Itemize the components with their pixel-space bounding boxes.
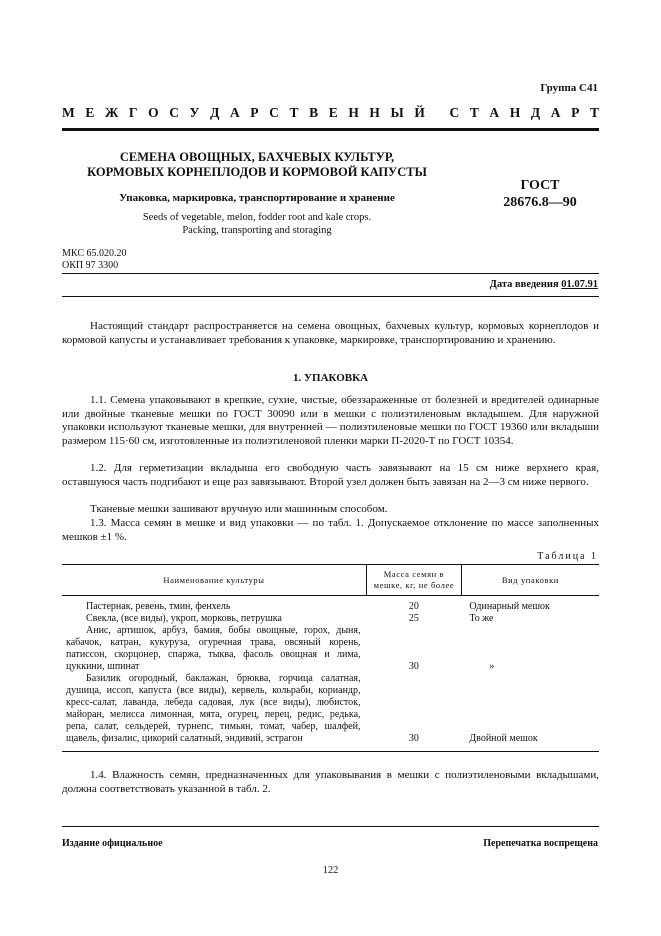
crop-name: Пастернак, ревень, тмин, фенхель xyxy=(86,601,231,612)
header-crop-name: Наименование культуры xyxy=(62,565,367,596)
packing-type-cell: Одинарный мешок xyxy=(469,601,550,612)
banner-letter: Р xyxy=(250,105,259,120)
footer-rule xyxy=(62,826,599,827)
table-caption: Таблица 1 xyxy=(537,551,598,562)
gost-number: 28676.8—90 xyxy=(503,195,577,210)
header-rule xyxy=(62,128,599,131)
banner-letter: Н xyxy=(369,105,380,120)
packing-type-cell: То же xyxy=(469,613,494,624)
title-line-2: КОРМОВЫХ КОРНЕПЛОДОВ И КОРМОВОЙ КАПУСТЫ xyxy=(87,165,427,179)
effective-date xyxy=(490,279,598,290)
banner-letter: А xyxy=(550,105,561,120)
banner-letter: Д xyxy=(530,105,541,120)
banner-letter: Р xyxy=(571,105,580,120)
clause-1-1 xyxy=(62,394,599,448)
clause-1-4-text: 1.4. Влажность семян, предназначенных для упаковывания в мешки с полиэтиленовыми вкладышами, должна соответствовать указанной в табл. 2. xyxy=(62,769,599,795)
gost-label: ГОСТ xyxy=(520,178,560,193)
official-edition-note: Издание официальное xyxy=(62,838,163,849)
banner-letter: М xyxy=(62,105,75,120)
banner-letter xyxy=(436,105,439,121)
banner-letter: Е xyxy=(85,105,95,120)
banner-letter: Т xyxy=(589,105,599,120)
reprint-prohibited-note: Перепечатка воспрещена xyxy=(483,838,598,849)
intro-paragraph xyxy=(62,320,599,347)
effective-date-value: 01.07.91 xyxy=(561,279,598,290)
okp-code: ОКП 97 3300 xyxy=(62,260,119,271)
document-subtitle: Упаковка, маркировка, транспортирование и хранение xyxy=(119,192,395,204)
seed-packing-table xyxy=(62,564,599,752)
header-packing-type: Вид упаковки xyxy=(461,565,599,596)
section-heading: 1. УПАКОВКА xyxy=(292,372,369,384)
crop-name-cell xyxy=(62,673,367,752)
intro-text: Настоящий стандарт распространяется на семена овощных, бахчевых культур, кормовых корнеплодов и кормовой капусты и устанавливает требования к упаковке, маркировке, транспортированию и хранению. xyxy=(62,320,599,346)
seed-mass-cell: 30 xyxy=(367,673,462,752)
packing-type-cell: Двойной мешок xyxy=(461,673,599,752)
crop-name-cell xyxy=(62,596,367,614)
banner-letter: О xyxy=(148,105,159,120)
clause-1-4 xyxy=(62,769,599,796)
clause-1-2-b xyxy=(62,503,599,517)
banner-letter: Ж xyxy=(104,105,119,120)
header-seed-mass: Масса семян в мешке, кг, не более xyxy=(367,565,462,596)
gost-designation xyxy=(480,177,600,211)
table-row xyxy=(62,613,599,625)
banner-letter: С xyxy=(449,105,460,120)
banner-letter: Т xyxy=(289,105,299,120)
codes-rule xyxy=(62,273,599,274)
banner-letter: А xyxy=(229,105,240,120)
crop-name-cell xyxy=(62,625,367,673)
seed-mass-cell: 20 xyxy=(408,601,419,612)
page-number: 122 xyxy=(322,865,339,876)
group-code: Группа С41 xyxy=(540,82,598,94)
banner-letter: С xyxy=(269,105,279,120)
crop-name-cell xyxy=(62,613,367,625)
seed-mass-cell: 25 xyxy=(408,613,419,624)
banner-letter: Д xyxy=(210,105,220,120)
packing-type-cell: » xyxy=(489,661,495,672)
document-title xyxy=(62,150,452,180)
title-line-1: СЕМЕНА ОВОЩНЫХ, БАХЧЕВЫХ КУЛЬТУР, xyxy=(119,150,395,164)
clause-1-2 xyxy=(62,462,599,489)
banner-letter: А xyxy=(489,105,500,120)
crop-name: Анис, артишок, арбуз, бамия, бобы овощные, горох, дыня, кабачок, катран, кукуруза, огуречная трава, овсяный корень, патиссон, скорцонер, спаржа, тыква, фасоль овощная и лима, цуккини, шпинат xyxy=(66,625,361,672)
table-row xyxy=(62,596,599,614)
clause-1-1-text: 1.1. Семена упаковывают в крепкие, сухие, чистые, обеззараженные от болезней и вредителей одинарные или двойные тканевые мешки по ГОСТ 30090 или в мешки с полиэтиленовым вкладышем. Для наружной упаковки используют тканевые мешки, для внутренней — полиэтиленовые мешки по ГОСТ 19360 или вкладыши размером 115·60 см, изготовленные из полиэтиленовой пленки марки П-2020-Т по ГОСТ 10354. xyxy=(62,394,599,447)
banner-letter: Т xyxy=(469,105,479,120)
english-title-line-2: Packing, transporting and storaging xyxy=(182,225,332,236)
banner-letter: С xyxy=(169,105,179,120)
english-title xyxy=(62,211,452,237)
interstate-standard-banner xyxy=(62,105,599,121)
banner-letter: В xyxy=(309,105,319,120)
table-row xyxy=(62,625,599,673)
effective-date-label: Дата введения xyxy=(489,279,559,290)
banner-letter: Ы xyxy=(390,105,404,120)
classification-codes xyxy=(62,248,126,272)
crop-name: Базилик огородный, баклажан, брюква, горчица салатная, душица, иссоп, капуста (все виды), кервель, кольраби, кориандр, кресс-салат, лаванда, лебеда садовая, лук (все виды), любисток, майоран, мелисса лимонная, мята, огурец, перец, редис, редька, репа, салат, сельдерей, турнепс, тимьян, томат, чабер, шалфей, щавель, физалис, цикорий салатный, эндивий, эстрагон xyxy=(66,673,361,744)
clause-1-2-text: 1.2. Для герметизации вкладыша его свободную часть завязывают на 15 см ниже верхнего края, оставшуюся часть подгибают и еще раз завязывают. Второй узел должен быть завязан на 2—3 см ниже первого. xyxy=(62,462,599,488)
english-title-line-1: Seeds of vegetable, melon, fodder root and kale crops. xyxy=(142,212,372,223)
table-header-row xyxy=(62,565,599,596)
clause-1-3 xyxy=(62,517,599,544)
banner-letter: Н xyxy=(348,105,359,120)
clause-1-3-text: 1.3. Масса семян в мешке и вид упаковки — по табл. 1. Допускаемое отклонение по массе заполненных мешков ±1 %. xyxy=(62,517,599,543)
banner-letter: Н xyxy=(509,105,521,120)
banner-letter: У xyxy=(189,105,200,120)
banner-letter: Й xyxy=(414,105,425,120)
crop-name: Свекла, (все виды), укроп, морковь, петрушка xyxy=(86,613,282,624)
date-rule xyxy=(62,296,599,297)
table-row xyxy=(62,673,599,752)
seed-mass-cell: 30 xyxy=(408,661,419,672)
clause-1-2-b-text: Тканевые мешки зашивают вручную или машинным способом. xyxy=(90,503,388,515)
banner-letter: Г xyxy=(128,105,138,120)
banner-letter: Е xyxy=(328,105,338,120)
mks-code: МКС 65.020.20 xyxy=(62,248,127,259)
